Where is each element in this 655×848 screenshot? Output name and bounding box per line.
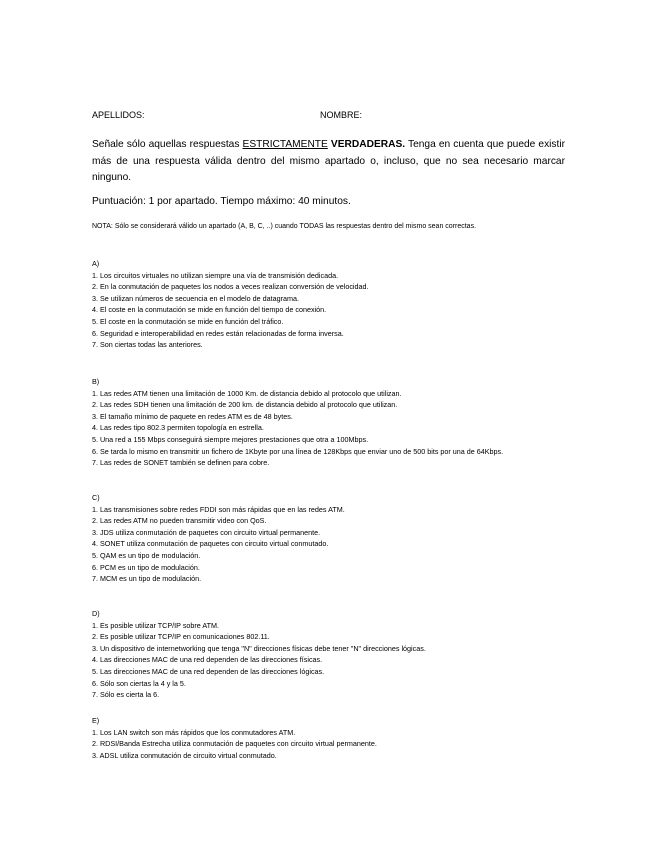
instructions-bold: VERDADERAS. <box>330 139 406 150</box>
question-item: 2. Las redes SDH tienen una limitación de 200 km. de distancia debido al protocolo que utilizan. <box>92 400 398 410</box>
student-name-row <box>92 110 572 120</box>
question-item: 4. El coste en la conmutación se mide en función del tiempo de conexión. <box>92 305 327 315</box>
question-item: 7. Las redes de SONET también se definen para cobre. <box>92 458 270 468</box>
section-letter: E) <box>92 716 100 725</box>
instructions <box>92 137 565 187</box>
question-item: 1. Las redes ATM tienen una limitación de 1000 Km. de distancia debido al protocolo que utilizan. <box>92 388 402 398</box>
question-item: 7. MCM es un tipo de modulación. <box>92 574 202 584</box>
question-item: 2. Es posible utilizar TCP/IP en comunicaciones 802.11. <box>92 632 270 642</box>
question-item: 5. QAM es un tipo de modulación. <box>92 550 201 560</box>
question-item: 6. Sólo son ciertas la 4 y la 5. <box>92 678 186 688</box>
question-item: 3. Un dispositivo de internetworking que tenga "N" direcciones físicas debe tener "N" direcciones lógicas. <box>92 643 426 653</box>
question-item: 1. Las transmisiones sobre redes FDDI son más rápidas que en las redes ATM. <box>92 504 345 514</box>
question-item: 2. En la conmutación de paquetes los nodos a veces realizan conversión de velocidad. <box>92 282 369 292</box>
question-item: 3. JDS utiliza conmutación de paquetes con circuito virtual permanente. <box>92 527 321 537</box>
section-e <box>92 715 567 761</box>
section-letter: D) <box>92 609 100 618</box>
question-item: 1. Los LAN switch son más rápidos que los conmutadores ATM. <box>92 727 296 737</box>
question-item: 5. Una red a 155 Mbps conseguirá siempre mejores prestaciones que otra a 100Mbps. <box>92 434 369 444</box>
apellidos-label: APELLIDOS: <box>92 110 145 120</box>
section-letter: C) <box>92 493 100 502</box>
question-item: 7. Sólo es cierta la 6. <box>92 690 160 700</box>
question-item: 3. ADSL utiliza conmutación de circuito virtual conmutado. <box>92 750 277 760</box>
question-item: 6. Se tarda lo mismo en transmitir un fichero de 1Kbyte por una línea de 128Kbps que enviar uno de 500 bits por una de 64Kbps. <box>92 446 504 456</box>
question-item: 7. Son ciertas todas las anteriores. <box>92 340 203 350</box>
question-item: 6. PCM es un tipo de modulación. <box>92 562 200 572</box>
question-item: 3. Se utilizan números de secuencia en el modelo de datagrama. <box>92 293 299 303</box>
question-item: 4. Las redes tipo 802.3 permiten topología en estrella. <box>92 423 264 433</box>
question-item: 6. Seguridad e interoperabilidad en redes están relacionadas de forma inversa. <box>92 328 344 338</box>
question-item: 5. El coste en la conmutación se mide en función del tráfico. <box>92 316 284 326</box>
question-item: 1. Los circuitos virtuales no utilizan siempre una vía de transmisión dedicada. <box>92 270 339 280</box>
section-letter: A) <box>92 259 100 268</box>
section-c <box>92 492 567 585</box>
nota-text: NOTA: Sólo se considerará válido un apartado (A, B, C, ..) cuando TODAS las respuestas dentro del mismo sean correctas. <box>92 223 477 230</box>
question-item: 1. Es posible utilizar TCP/IP sobre ATM. <box>92 620 220 630</box>
section-d <box>92 608 567 701</box>
question-item: 5. Las direcciones MAC de una red dependen de las direcciones lógicas. <box>92 666 325 676</box>
question-item: 2. RDSI/Banda Estrecha utiliza conmutación de paquetes con circuito virtual permanente. <box>92 739 377 749</box>
instructions-part2: Tenga en cuenta que puede existir más de una respuesta válida dentro del mismo apartado o, incluso, que no sea necesario marcar ninguno. <box>92 139 566 183</box>
section-letter: B) <box>92 377 100 386</box>
instructions-underlined: ESTRICTAMENTE <box>242 139 328 150</box>
nombre-label: NOMBRE: <box>320 110 363 120</box>
question-item: 4. SONET utiliza conmutación de paquetes con circuito virtual conmutado. <box>92 539 329 549</box>
question-item: 3. El tamaño mínimo de paquete en redes ATM es de 48 bytes. <box>92 411 293 421</box>
section-b <box>92 376 567 469</box>
question-item: 4. Las direcciones MAC de una red dependen de las direcciones físicas. <box>92 655 323 665</box>
scoring-text: Puntuación: 1 por apartado. Tiempo máximo: 40 minutos. <box>92 196 351 207</box>
question-item: 2. Las redes ATM no pueden transmitir video con QoS. <box>92 516 267 526</box>
section-a <box>92 258 567 351</box>
instructions-part1: Señale sólo aquellas respuestas <box>92 139 243 150</box>
